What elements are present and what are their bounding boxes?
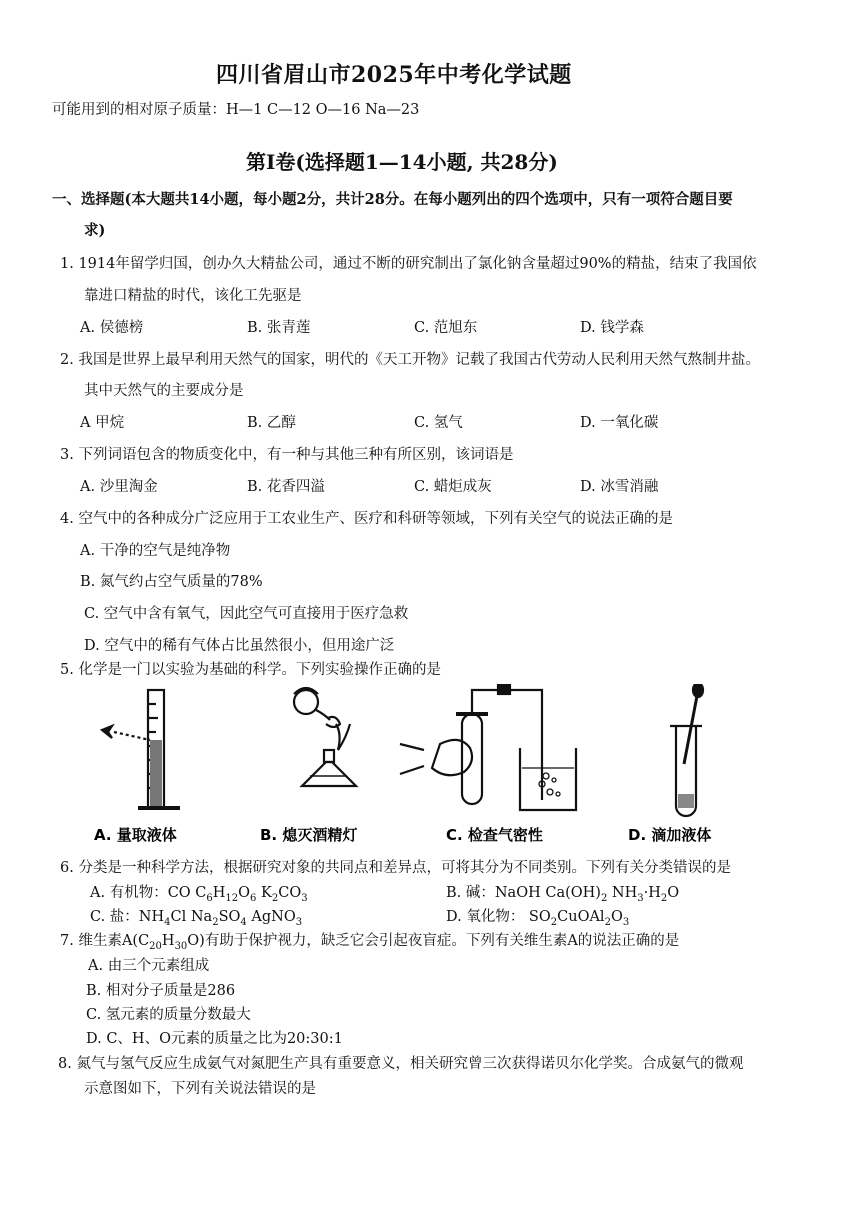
q5-figures <box>80 684 740 846</box>
q6-option-d: D. 氧化物： $SO_2CuOAl_2O_3$ <box>446 909 630 928</box>
q4-stem: 4. 空气中的各种成分广泛应用于工农业生产、医疗和科研等领域，下列有关空气的说法正确的是 <box>60 511 673 527</box>
q7-stem: 7. 维生素$A(C_{20}H_{30}O)$有助于保护视力，缺乏它会引起夜盲症。下列有关维生素A的说法正确的是 <box>60 933 680 952</box>
q4-option-d: D. 空气中的稀有气体占比虽然很小，但用途广泛 <box>84 638 395 654</box>
q2-option-d: D. 一氧化碳 <box>580 415 659 431</box>
q5-caption-a: A. 量取液体 <box>94 826 177 844</box>
q4-option-c: C. 空气中含有氧气，因此空气可直接用于医疗急救 <box>84 606 409 622</box>
q1-stem: 1. 1914年留学归国，创办久大精盐公司，通过不断的研究制出了氯化钠含量超过90%的精盐，结束了我国依 <box>60 256 757 272</box>
dropper-tube-icon <box>670 684 703 816</box>
q5-caption-d: D. 滴加液体 <box>628 826 712 844</box>
q2-stem-cont: 其中天然气的主要成分是 <box>84 383 244 399</box>
q3-option-a: A. 沙里淘金 <box>80 479 158 495</box>
alcohol-lamp-icon <box>294 688 356 786</box>
part1-heading-cont: 求) <box>84 222 106 239</box>
q2-option-a: A 甲烷 <box>80 415 125 431</box>
part1-heading: 一、选择题(本大题共14小题，每小题2分，共计28分。在每小题列出的四个选项中，只有一项符合题目要 <box>52 191 733 208</box>
q7-option-d: D. C、H、O元素的质量之比为20:30:1 <box>86 1031 343 1047</box>
q6-option-a: A. 有机物：CO $C_6H_{12}O_6$ $K_2CO_3$ <box>90 885 308 904</box>
q5-caption-b: B. 熄灭酒精灯 <box>260 826 358 844</box>
q6-stem: 6. 分类是一种科学方法，根据研究对象的共同点和差异点，可将其分为不同类别。下列有关分类错误的是 <box>60 860 731 876</box>
q7-option-b: B. 相对分子质量是286 <box>86 983 236 999</box>
q1-option-a: A. 侯德榜 <box>80 320 144 336</box>
q6-option-c: C. 盐：$NH_4Cl$ $Na_2SO_4$ AgNO$_3$ <box>90 909 303 928</box>
q2-stem: 2. 我国是世界上最早利用天然气的国家，明代的《天工开物》记载了我国古代劳动人民利用天然气熬制井盐。 <box>60 352 760 368</box>
q5-stem: 5. 化学是一门以实验为基础的科学。下列实验操作正确的是 <box>60 662 441 678</box>
q3-option-b: B. 花香四溢 <box>247 479 325 495</box>
q3-stem: 3. 下列词语包含的物质变化中，有一种与其他三种有所区别，该词语是 <box>60 447 514 463</box>
q1-option-b: B. 张青莲 <box>247 320 311 336</box>
section-title: 第Ⅰ卷(选择题1—14小题, 共28分) <box>246 150 558 174</box>
q1-option-c: C. 范旭东 <box>414 320 478 336</box>
measuring-cylinder-icon <box>102 690 180 808</box>
q6-option-b: B. 碱：NaOH $Ca(OH)_2$ $NH_3\cdot H_2O$ <box>446 885 680 904</box>
q4-option-a: A. 干净的空气是纯净物 <box>80 543 231 559</box>
q8-stem: 8. 氮气与氢气反应生成氨气对氮肥生产具有重要意义，相关研究曾三次获得诺贝尔化学奖。合成氨气的微观 <box>58 1056 744 1072</box>
q1-stem-cont: 靠进口精盐的时代，该化工先驱是 <box>84 288 302 304</box>
q2-option-c: C. 氢气 <box>414 415 463 431</box>
q1-option-d: D. 钱学森 <box>580 320 644 336</box>
q4-option-b: B. 氮气约占空气质量的78% <box>80 574 263 590</box>
lab-operations-figure <box>80 684 740 846</box>
q3-option-d: D. 冰雪消融 <box>580 479 659 495</box>
page-title: 四川省眉山市2025年中考化学试题 <box>216 62 572 88</box>
q7-option-a: A. 由三个元素组成 <box>88 958 210 974</box>
q8-stem-cont: 示意图如下，下列有关说法错误的是 <box>84 1081 316 1097</box>
q2-option-b: B. 乙醇 <box>247 415 296 431</box>
q7-option-c: C. 氢元素的质量分数最大 <box>86 1007 251 1023</box>
q5-caption-c: C. 检查气密性 <box>446 826 543 844</box>
q3-option-c: C. 蜡炬成灰 <box>414 479 492 495</box>
atomic-mass-note: 可能用到的相对原子质量：H—1 C—12 O—16 Na—23 <box>52 102 420 118</box>
airtightness-test-icon <box>400 685 576 810</box>
